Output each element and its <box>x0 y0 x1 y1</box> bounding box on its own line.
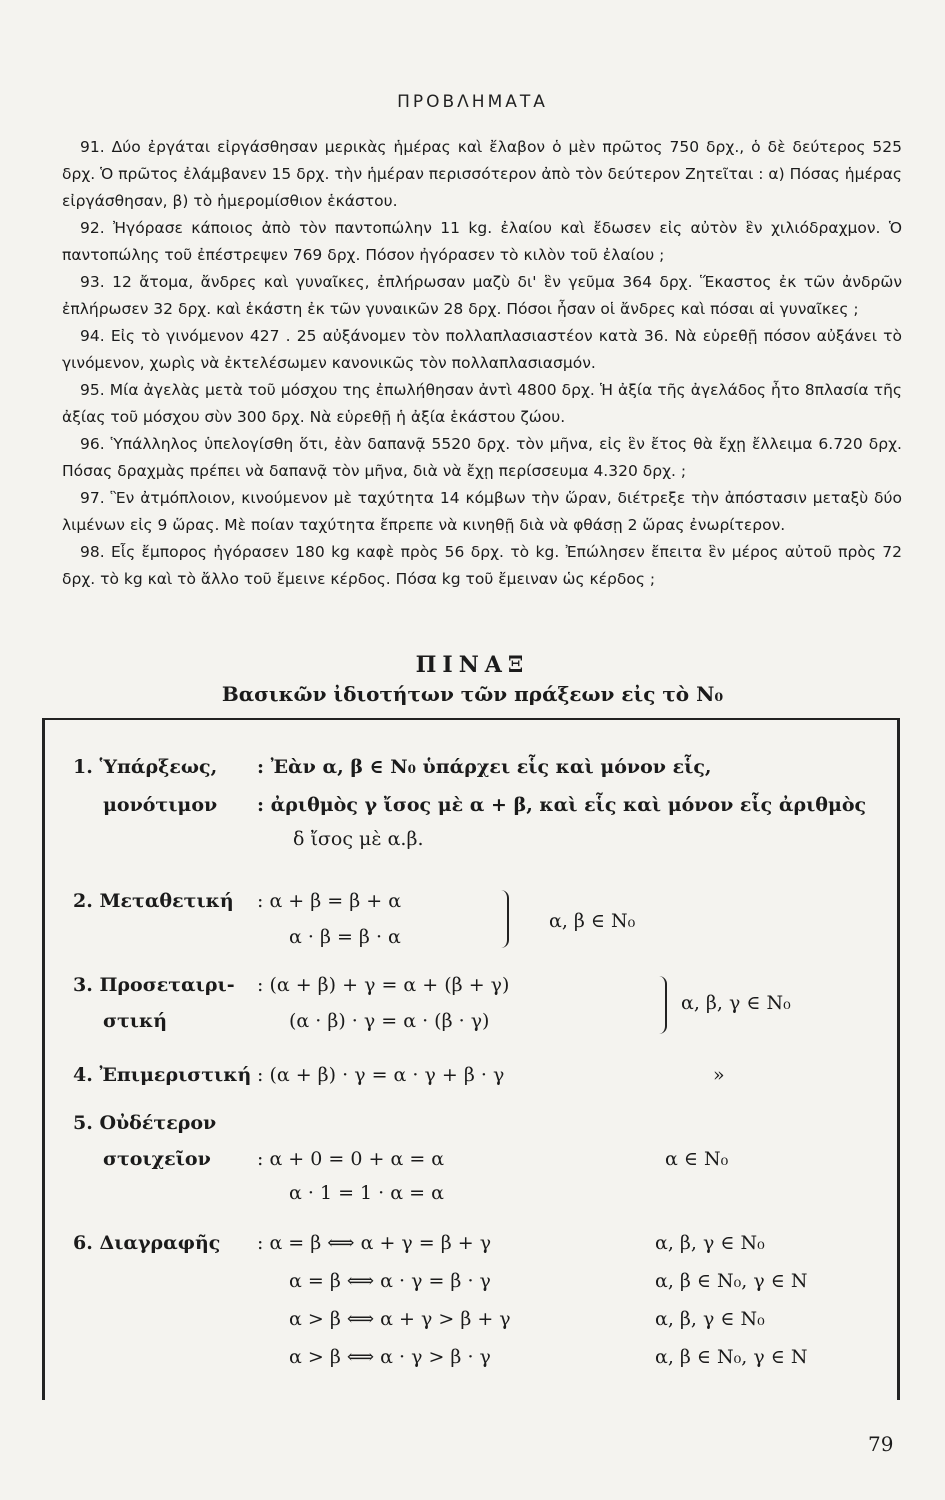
problems-list <box>62 134 902 593</box>
problem-item: 96. Ὑπάλληλος ὑπελογίσθη ὅτι, ἐὰν δαπανᾷ 5520 δρχ. τὸν μῆνα, εἰς ἓν ἔτος θὰ ἔχῃ ἔλλειμα 6.720 δρχ. Πόσας δραχμὰς πρέπει νὰ δαπανᾷ τὸν μῆνα, διὰ νὰ ἔχῃ περίσσευμα 4.320 δρχ. ; <box>62 435 902 480</box>
property-1-label: 1. Ὑπάρξεως, <box>73 756 218 778</box>
property-5-condition: α ∈ N₀ <box>665 1148 729 1170</box>
brace <box>655 976 667 1034</box>
problem-item: 93. 12 ἄτομα, ἄνδρες καὶ γυναῖκες, ἐπλήρωσαν μαζὺ δι' ἓν γεῦμα 364 δρχ. Ἕκαστος ἐκ τῶν ἀνδρῶν ἐπλήρωσεν 32 δρχ. καὶ ἑκάστη ἐκ τῶν γυναικῶν 28 δρχ. Πόσοι ἦσαν οἱ ἄνδρες καὶ πόσαι αἱ γυναῖκες ; <box>62 273 902 318</box>
property-1-label2: μονότιμον <box>103 794 218 816</box>
property-5-eq2: α · 1 = 1 · α = α <box>289 1182 444 1204</box>
table-title: ΠΙΝΑΞ <box>415 652 530 678</box>
property-1-line2: : ἀριθμὸς γ ἴσος μὲ α + β, καὶ εἷς καὶ μόνον εἷς ἀριθμὸς <box>257 794 867 816</box>
problem-item: 91. Δύο ἐργάται εἰργάσθησαν μερικὰς ἡμέρας καὶ ἔλαβον ὁ μὲν πρῶτος 750 δρχ., ὁ δὲ δεύτερος 525 δρχ. Ὁ πρῶτος ἐλάμβανεν 15 δρχ. τὴν ἡμέραν περισσότερον ἀπὸ τὸν δεύτερον Ζητεῖται : α) Πόσας ἡμέρας εἰργάσθησαν, β) τὸ ἡμερομίσθιον ἑκάστου. <box>62 138 903 210</box>
property-5-label2: στοιχεῖον <box>103 1148 211 1170</box>
property-6-eq: α > β ⟺ α + γ > β + γ <box>289 1308 511 1330</box>
property-3-eq2: (α · β) · γ = α · (β · γ) <box>289 1010 490 1032</box>
property-6-label: 6. Διαγραφῆς <box>73 1232 221 1254</box>
property-3-label2: στική <box>103 1010 168 1032</box>
property-5-label: 5. Οὐδέτερον <box>73 1112 217 1134</box>
property-6-condition: α, β, γ ∈ N₀ <box>655 1232 765 1254</box>
property-1-line3: δ ἴσος μὲ α.β. <box>293 828 424 850</box>
brace <box>497 890 509 948</box>
property-6-eq: α = β ⟺ α · γ = β · γ <box>289 1270 491 1292</box>
page-number: 79 <box>868 1432 894 1456</box>
property-2-condition: α, β ∈ N₀ <box>549 910 636 932</box>
properties-table <box>42 718 900 1400</box>
problem-item: 94. Εἰς τὸ γινόμενον 427 . 25 αὐξάνομεν τὸν πολλαπλασιαστέον κατὰ 36. Νὰ εὑρεθῇ πόσον αὐξάνει τὸ γινόμενον, χωρὶς νὰ ἐκτελέσωμεν κανονικῶς τὸν πολλαπλασιασμόν. <box>62 327 902 372</box>
property-4-eq: : (α + β) · γ = α · γ + β · γ <box>257 1064 505 1086</box>
property-4-condition: » <box>713 1064 725 1086</box>
problem-item: 95. Μία ἀγελὰς μετὰ τοῦ μόσχου της ἐπωλήθησαν ἀντὶ 4800 δρχ. Ἡ ἀξία τῆς ἀγελάδος ἦτο 8πλασία τῆς ἀξίας τοῦ μόσχου σὺν 300 δρχ. Νὰ εὑρεθῇ ἡ ἀξία ἑκάστου ζώου. <box>62 381 902 426</box>
property-1-line1: : Ἐὰν α, β ∈ N₀ ὑπάρχει εἷς καὶ μόνον εἷς, <box>257 756 712 778</box>
property-3-label: 3. Προσεταιρι- <box>73 974 235 996</box>
problem-item: 98. Εἷς ἔμπορος ἠγόρασεν 180 kg καφὲ πρὸς 56 δρχ. τὸ kg. Ἐπώλησεν ἔπειτα ἓν μέρος αὐτοῦ πρὸς 72 δρχ. τὸ kg καὶ τὸ ἄλλο τοῦ ἔμεινε κέρδος. Πόσα kg τοῦ ἔμειναν ὡς κέρδος ; <box>62 543 903 588</box>
property-4-label: 4. Ἐπιμεριστική <box>73 1064 252 1086</box>
property-6-condition: α, β ∈ N₀, γ ∈ N <box>655 1270 808 1292</box>
property-6-condition: α, β, γ ∈ N₀ <box>655 1308 765 1330</box>
page-heading: ΠΡΟΒΛΗΜΑΤΑ <box>397 92 548 112</box>
table-subtitle: Βασικῶν ἰδιοτήτων τῶν πράξεων εἰς τὸ N₀ <box>221 682 724 706</box>
problem-item: 97. Ἓν ἀτμόπλοιον, κινούμενον μὲ ταχύτητα 14 κόμβων τὴν ὥραν, διέτρεξε τὴν ἀπόστασιν μεταξὺ δύο λιμένων εἰς 9 ὥρας. Μὲ ποίαν ταχύτητα ἔπρεπε νὰ κινηθῇ διὰ νὰ φθάσῃ 2 ὥρας ἐνωρίτερον. <box>62 489 902 534</box>
property-6-condition: α, β ∈ N₀, γ ∈ N <box>655 1346 808 1368</box>
property-2-label: 2. Μεταθετική <box>73 890 234 912</box>
property-2-eq1: : α + β = β + α <box>257 890 402 912</box>
problem-item: 92. Ἠγόρασε κάποιος ἀπὸ τὸν παντοπώλην 11 kg. ἐλαίου καὶ ἔδωσεν εἰς αὐτὸν ἓν χιλιόδραχμον. Ὁ παντοπώλης τοῦ ἐπέστρεψεν 769 δρχ. Πόσον ἠγόρασεν τὸ κιλὸν τοῦ ἐλαίου ; <box>62 219 902 264</box>
property-3-eq1: : (α + β) + γ = α + (β + γ) <box>257 974 510 996</box>
property-6-eq: : α = β ⟺ α + γ = β + γ <box>257 1232 492 1254</box>
property-3-condition: α, β, γ ∈ N₀ <box>681 992 791 1014</box>
property-5-eq1: : α + 0 = 0 + α = α <box>257 1148 445 1170</box>
property-2-eq2: α · β = β · α <box>289 926 401 948</box>
property-6-eq: α > β ⟺ α · γ > β · γ <box>289 1346 491 1368</box>
